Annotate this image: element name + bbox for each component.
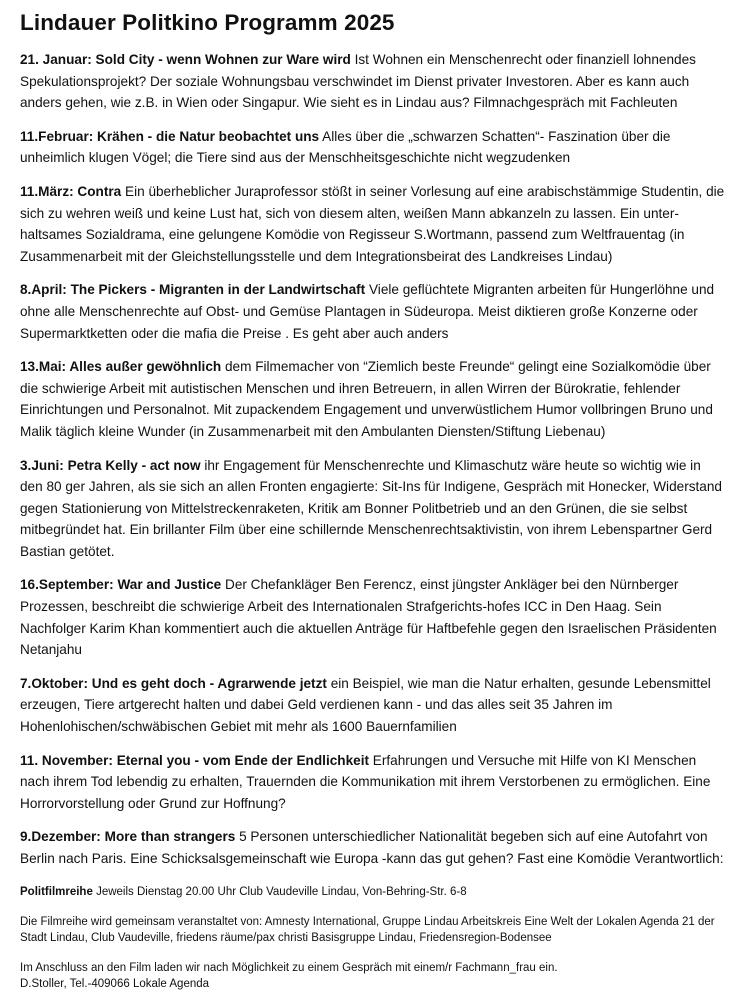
event-heading: 3.Juni: Petra Kelly - act now (20, 457, 201, 473)
program-document (20, 8, 726, 882)
event-june (20, 455, 726, 563)
event-heading: 21. Januar: Sold City - wenn Wohnen zur Ware wird (20, 52, 351, 67)
event-february (20, 126, 726, 169)
event-description: Der Chefankläger Ben Ferencz, einst jüngster Ankläger bei den Nürnberger Prozessen, beschreibt die schwierige Arbeit des Internationalen Strafgerichts-hofes ICC in Den Haag. Sein Nachfolger Karim Khan kommentiert auch die aktuellen Anträge für Haftbefehle gegen den Israelischen Präsidenten Netanjahu (20, 577, 717, 658)
event-heading: 11.Februar: Krähen - die Natur beobachtet uns (20, 128, 320, 144)
event-heading: 11. November: Eternal you - vom Ende der Endlichkeit (20, 752, 370, 768)
event-description: ein Beispiel, wie man die Natur erhalten, gesunde Lebensmittel erzeugen, Tiere artgerecht halten und dabei Geld verdienen kann - und das alles seit 35 Jahren im Hohenlohischen/schwäbischen Gebiet mit mehr als 1600 Bauernfamilien (20, 675, 711, 735)
event-heading: 8.April: The Pickers - Migranten in der Landwirtschaft (20, 282, 366, 298)
event-heading: 11.März: Contra (20, 183, 122, 199)
event-heading: 9.Dezember: More than strangers (20, 829, 236, 845)
footer (20, 884, 726, 1006)
event-january (20, 49, 726, 114)
contact-info (20, 960, 726, 992)
event-description: dem Filmemacher von “Ziemlich beste Freunde“ gelingt eine Sozialkomödie über die schwierige Arbeit mit autistischen Menschen und ihren Betreuern, in allen Wirren der Bürokratie, fehlender Einrichtungen und Personalnot. Mit zupackendem Engagement und unverwüstlichem Humor vollbringen Bruno und Malik täglich kleine Wunder (in Zusammenarbeit mit den Ambulanten Diensten/Stiftung Liebenau) (20, 359, 713, 439)
event-description: Erfahrungen und Versuche mit Hilfe von KI Menschen nach ihrem Tod lebendig zu erhalten, Trauernden die Kommunikation mit ihrem Verstorbenen zu ermöglichen. Eine Horrorvorstellung oder Grund zur Hoffnung? (20, 752, 711, 811)
event-description: Viele geflüchtete Migranten arbeiten für Hungerlöhne und ohne alle Menschenrechte auf Obst- und Gemüse Plantagen in Südeuropa. Meist diktieren große Konzerne oder Supermarktketten oder die mafia die Preise . Es geht aber auch anders (20, 282, 715, 341)
event-description: Ist Wohnen ein Menschenrecht oder finanziell lohnendes Spekulationsprojekt? Der soziale Wohnungsbau verschwindet im Dienst privater Investoren. Aber es kann auch anders gehen, wie z.B. in Wien oder Singapur. Wie sieht es in Lindau aus? Filmnachgespräch mit Fachleuten (20, 52, 696, 111)
event-april (20, 279, 726, 344)
event-description: Alles über die „schwarzen Schatten“- Faszination über die unheimlich klugen Vögel; die Tiere sind aus der Menschheitsgeschichte nicht wegzudenken (20, 128, 671, 166)
event-heading: 13.Mai: Alles außer gewöhnlich (20, 359, 222, 375)
event-december (20, 826, 726, 869)
series-info (20, 884, 726, 900)
organizers-info: Die Filmreihe wird gemeinsam veranstaltet von: Amnesty International, Gruppe Lindau Arbeitskreis Eine Welt der Lokalen Agenda 21 der Stadt Lindau, Club Vaudeville, friedens räume/pax christi Basisgruppe Lindau, Friedensregion-Bodensee (20, 916, 715, 944)
event-description: Ein überheblicher Juraprofessor stößt in seiner Vorlesung auf eine arabischstämmige Studentin, die sich zu wehren weiß und keine Lust hat, sich von diesem alten, weißen Mann abkanzeln zu lassen. Ein unter-haltsames Sozialdrama, eine gelungene Komödie von Regisseur S.Wortmann, passend zum Weltfrauentag (in Zusammenarbeit mit der Gleichstellungsstelle und dem Integrationsbeirat des Landkreises Lindau) (20, 183, 725, 264)
series-schedule: Jeweils Dienstag 20.00 Uhr Club Vaudeville Lindau, Von-Behring-Str. 6-8 (96, 886, 467, 898)
event-description: ihr Engagement für Menschenrechte und Klimaschutz wäre heute so wichtig wie in den 80 ger Jahren, als sie sich an allen Fronten engagierte: Sit-Ins für Indigene, Gespräch mit Honecker, Widerstand gegen Stationierung von Mittelstreckenraketen, Kritik am Bonner Politbetrieb und an den Grünen, die sie selbst mitbegründet hat. Ein brillanter Film über eine schillernde Menschenrechtsaktivistin, von ihrem Lebenspartner Gerd Bastian getötet. (20, 457, 722, 559)
event-description: 5 Personen unterschiedlicher Nationalität begeben sich auf eine Autofahrt von Berlin nach Paris. Eine Schicksalsgemeinschaft wie Europa -kann das gut gehen? Fast eine Komödie Verantwortlich: (20, 829, 724, 866)
series-label: Politfilmreihe (20, 886, 93, 898)
event-november (20, 750, 726, 815)
page-title: Lindauer Politkino Programm 2025 (20, 10, 395, 35)
event-heading: 16.September: War and Justice (20, 577, 222, 593)
event-september (20, 574, 726, 660)
contact-line: D.Stoller, Tel.-409066 Lokale Agenda (20, 978, 210, 990)
event-may (20, 356, 726, 442)
event-heading: 7.Oktober: Und es geht doch - Agrarwende jetzt (20, 675, 327, 691)
event-october (20, 673, 726, 738)
discussion-note: Im Anschluss an den Film laden wir nach Möglichkeit zu einem Gespräch mit einem/r Fachmann_frau ein. (20, 962, 558, 974)
event-march (20, 181, 726, 267)
